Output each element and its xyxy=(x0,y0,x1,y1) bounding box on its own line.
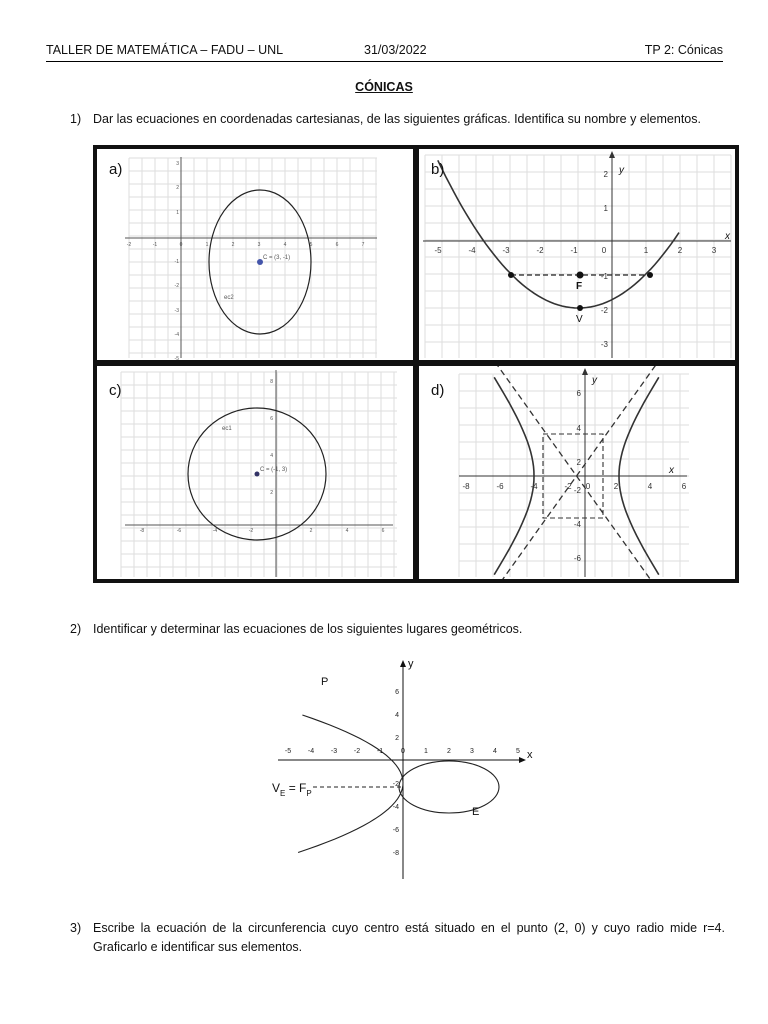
tick-label: 5 xyxy=(309,242,313,248)
tick-label: 0 xyxy=(401,748,405,755)
tick-label: 2 xyxy=(576,458,581,467)
tick-label: -5 xyxy=(284,748,292,755)
curve-label: ec1 xyxy=(222,426,232,432)
panel-b xyxy=(419,149,735,360)
tick-label: 2 xyxy=(677,246,683,255)
header-date: 31/03/2022 xyxy=(364,43,427,57)
y-axis-label: y xyxy=(619,165,624,176)
latus-left-point xyxy=(508,272,514,278)
tick-label: 1 xyxy=(424,748,428,755)
tick-label: -2 xyxy=(353,748,361,755)
tick-label: -4 xyxy=(392,804,399,811)
tick-label: 2 xyxy=(309,528,313,534)
tick-label: -6 xyxy=(392,827,399,834)
panel-a xyxy=(97,149,413,360)
tick-label: 2 xyxy=(176,185,179,191)
tick-label: 6 xyxy=(270,416,273,422)
tick-label: 2 xyxy=(447,748,451,755)
tick-label: 0 xyxy=(601,246,607,255)
tick-label: -8 xyxy=(392,850,399,857)
tick-label: -2 xyxy=(564,482,572,491)
tick-label: 1 xyxy=(603,204,608,213)
focus-point xyxy=(577,272,584,279)
center-label: C = (-1, 3) xyxy=(260,467,288,473)
question-number: 1) xyxy=(70,112,82,126)
ellipse-label: E xyxy=(472,806,480,818)
question-number: 2) xyxy=(70,622,82,636)
x-axis-label: x xyxy=(527,749,533,761)
tick-label: -1 xyxy=(174,259,179,265)
tick-label: 4 xyxy=(345,528,349,534)
header-divider xyxy=(46,61,723,62)
parabola-curve xyxy=(298,715,403,853)
tick-label: -4 xyxy=(174,332,179,338)
vertex-label: V xyxy=(576,314,583,325)
tick-label: 4 xyxy=(283,242,287,248)
tick-label: 3 xyxy=(176,161,179,167)
tick-label: 3 xyxy=(711,246,717,255)
graphs-frame xyxy=(93,145,739,583)
tick-label: 2 xyxy=(270,490,273,496)
tick-label: 4 xyxy=(647,482,653,491)
tick-label: 5 xyxy=(516,748,520,755)
tick-label: 2 xyxy=(603,170,608,179)
tick-label: -5 xyxy=(434,246,442,255)
y-axis-label: y xyxy=(592,375,597,386)
tp-title: TP 2: Cónicas xyxy=(644,43,723,57)
panel-b-graph xyxy=(419,149,735,360)
y-axis-label: y xyxy=(408,658,414,670)
tick-label: 0 xyxy=(179,242,183,248)
page-title: CÓNICAS xyxy=(355,80,413,94)
question-number: 3) xyxy=(70,921,82,935)
tick-label: -3 xyxy=(600,340,608,349)
question-text: Dar las ecuaciones en coordenadas cartesianas, de las siguientes gráficas. Identifica su nombre y elementos. xyxy=(93,112,701,126)
tick-label: -3 xyxy=(502,246,510,255)
parabola-curve xyxy=(438,160,679,308)
vertex-point xyxy=(577,305,583,311)
tick-label: -4 xyxy=(573,520,581,529)
panel-c-graph xyxy=(97,366,413,579)
tick-label: -5 xyxy=(174,356,179,360)
ellipse-curve xyxy=(399,761,499,813)
tick-label: -8 xyxy=(462,482,470,491)
tick-label: -2 xyxy=(248,528,254,534)
tick-label: 6 xyxy=(681,482,687,491)
tick-label: -2 xyxy=(600,306,608,315)
panel-label: a) xyxy=(109,161,123,178)
tick-label: -3 xyxy=(174,308,179,314)
panel-d xyxy=(419,366,735,579)
panel-d-graph xyxy=(419,366,735,579)
panel-label: d) xyxy=(431,382,445,399)
tick-label: -1 xyxy=(376,748,384,755)
x-axis-label: x xyxy=(669,465,674,476)
tick-label: 1 xyxy=(176,210,179,216)
panel-a-graph xyxy=(97,149,413,360)
vertex-focus-label: $V_E = F_P$ xyxy=(272,781,312,798)
focus-label: F xyxy=(576,281,583,292)
tick-label: -4 xyxy=(307,748,315,755)
center-point xyxy=(255,472,260,477)
tick-label: 4 xyxy=(270,453,273,459)
curve-label: ec2 xyxy=(224,295,234,301)
latus-right-point xyxy=(647,272,653,278)
tick-label: -6 xyxy=(176,528,182,534)
tick-label: 1 xyxy=(643,246,649,255)
tick-label: 3 xyxy=(257,242,261,248)
panel-label: c) xyxy=(109,382,122,399)
tick-label: 0 xyxy=(585,482,591,491)
tick-label: 4 xyxy=(576,424,581,433)
tick-label: 2 xyxy=(613,482,619,491)
x-axis-label: x xyxy=(725,231,730,242)
tick-label: 6 xyxy=(335,242,339,248)
figure-2-graph xyxy=(268,655,548,885)
tick-label: -1 xyxy=(570,246,578,255)
tick-label: -3 xyxy=(330,748,338,755)
tick-label: 4 xyxy=(493,748,497,755)
tick-label: -4 xyxy=(530,482,538,491)
tick-label: -2 xyxy=(126,242,132,248)
tick-label: -4 xyxy=(468,246,476,255)
tick-label: 6 xyxy=(395,689,399,696)
question-text: Identificar y determinar las ecuaciones de los siguientes lugares geométricos. xyxy=(93,622,523,636)
parabola-label: P xyxy=(321,676,329,688)
tick-label: 8 xyxy=(270,379,273,385)
tick-label: -8 xyxy=(139,528,145,534)
panel-label: b) xyxy=(431,161,445,178)
tick-label: -4 xyxy=(212,528,218,534)
tick-label: -2 xyxy=(573,486,581,495)
tick-label: -2 xyxy=(536,246,544,255)
tick-label: 4 xyxy=(395,712,399,719)
question-text: Escribe la ecuación de la circunferencia cuyo centro está situado en el punto (2, 0) y cuyo radio mide r=4. Graficarlo e identificar sus elementos. xyxy=(93,921,725,954)
tick-label: -6 xyxy=(496,482,504,491)
tick-label: 2 xyxy=(395,735,399,742)
tick-label: -1 xyxy=(152,242,158,248)
tick-label: 3 xyxy=(470,748,474,755)
tick-label: 2 xyxy=(231,242,235,248)
tick-label: -2 xyxy=(174,283,179,289)
tick-label: -1 xyxy=(600,272,608,281)
tick-label: 6 xyxy=(381,528,385,534)
panel-c xyxy=(97,366,413,579)
course-name: TALLER DE MATEMÁTICA – FADU – UNL xyxy=(46,43,284,57)
tick-label: -2 xyxy=(392,781,399,788)
tick-label: 7 xyxy=(361,242,365,248)
tick-label: 1 xyxy=(205,242,209,248)
tick-label: -6 xyxy=(573,554,581,563)
center-label: C = (3, -1) xyxy=(263,255,291,261)
tick-label: 6 xyxy=(576,389,581,398)
